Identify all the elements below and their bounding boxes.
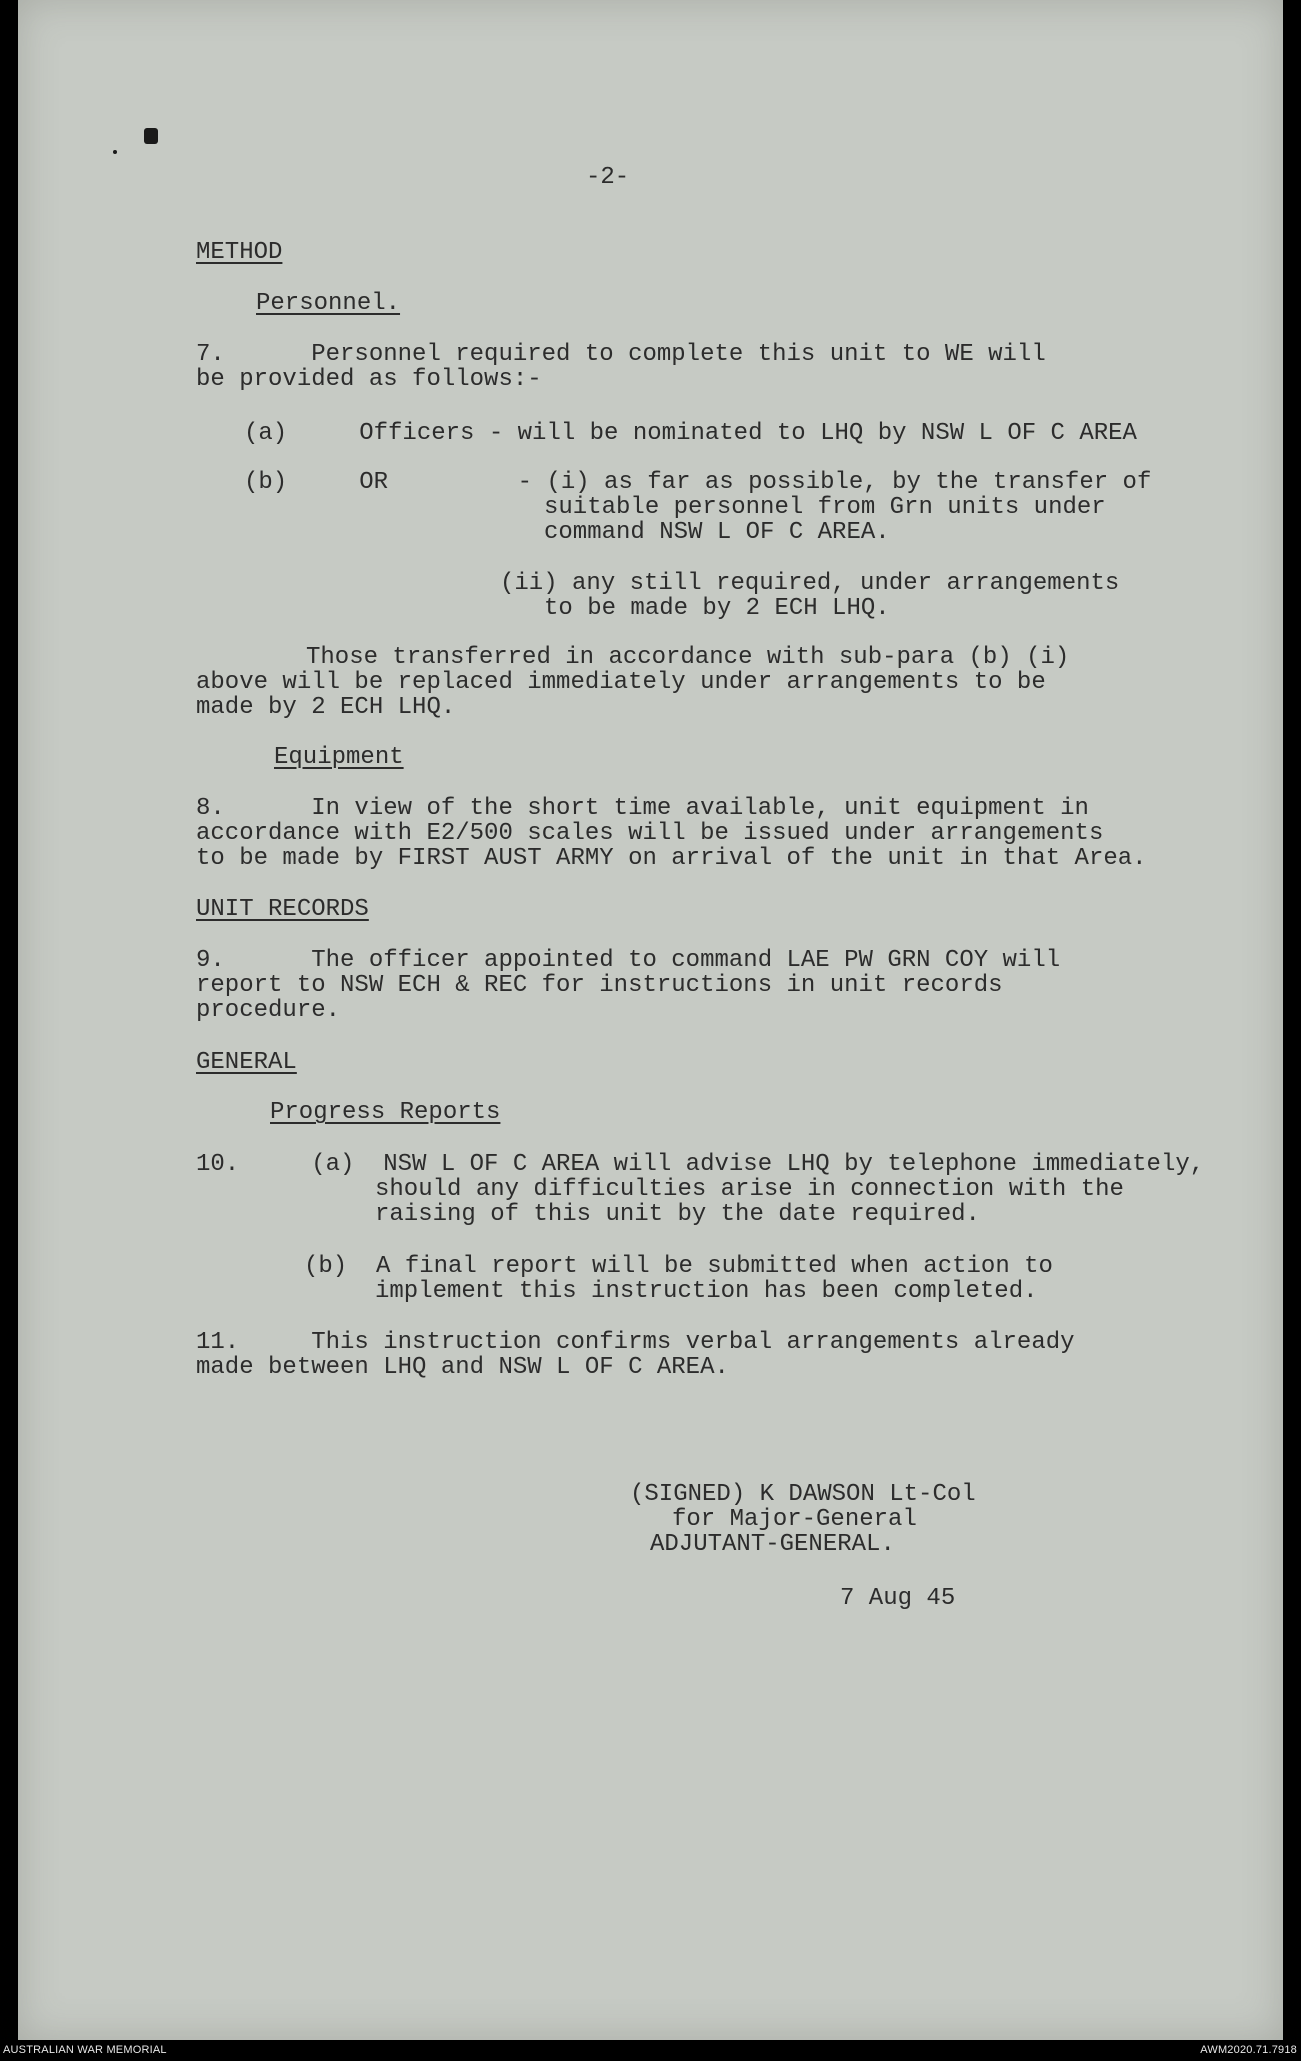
subheading-personnel: Personnel.	[256, 290, 401, 317]
para-9-line-2: report to NSW ECH & REC for instructions in unit records	[196, 972, 1003, 999]
footer-institution: AUSTRALIAN WAR MEMORIAL	[3, 2044, 167, 2056]
para-7b-line-3: command NSW L OF C AREA.	[544, 519, 890, 546]
subheading-progress-reports: Progress Reports	[270, 1099, 501, 1126]
para-7b-line-2: suitable personnel from Grn units under	[544, 494, 1106, 521]
paper-sheet	[18, 0, 1283, 2040]
transfer-para-line-3: made by 2 ECH LHQ.	[196, 694, 456, 721]
para-7a: (a) Officers - will be nominated to LHQ by NSW L OF C AREA	[244, 420, 1137, 447]
para-7b-line-1: (b) OR - (i) as far as possible, by the transfer of	[244, 469, 1152, 496]
section-heading-method: METHOD	[196, 239, 283, 266]
section-heading-general: GENERAL	[196, 1049, 297, 1076]
transfer-para-line-1: Those transferred in accordance with sub-para (b) (i)	[306, 644, 1070, 671]
footer-accession-number: AWM2020.71.7918	[1200, 2044, 1297, 2056]
signature-line-1: (SIGNED) K DAWSON Lt-Col	[630, 1481, 976, 1508]
para-7b-ii-line-2: to be made by 2 ECH LHQ.	[544, 595, 890, 622]
punch-hole-mark	[144, 128, 158, 144]
para-7-line-1: 7. Personnel required to complete this unit to WE will	[196, 341, 1046, 368]
page-number: -2-	[586, 164, 630, 191]
signature-line-2: for Major-General	[672, 1506, 917, 1533]
para-8-line-2: accordance with E2/500 scales will be issued under arrangements	[196, 820, 1104, 847]
para-9-line-1: 9. The officer appointed to command LAE PW GRN COY will	[196, 947, 1061, 974]
para-10a-line-3: raising of this unit by the date required.	[375, 1201, 980, 1228]
para-10b-line-2: implement this instruction has been completed.	[375, 1278, 1038, 1305]
para-7b-ii-line-1: (ii) any still required, under arrangements	[500, 570, 1120, 597]
para-11-line-1: 11. This instruction confirms verbal arrangements already	[196, 1329, 1075, 1356]
para-8-line-1: 8. In view of the short time available, unit equipment in	[196, 795, 1089, 822]
section-heading-unit-records: UNIT RECORDS	[196, 896, 369, 923]
para-11-line-2: made between LHQ and NSW L OF C AREA.	[196, 1354, 729, 1381]
para-7-line-2: be provided as follows:-	[196, 366, 542, 393]
signature-line-3: ADJUTANT-GENERAL.	[650, 1531, 895, 1558]
para-9-line-3: procedure.	[196, 997, 341, 1024]
document-date: 7 Aug 45	[840, 1585, 956, 1612]
punch-hole-mark-small	[113, 150, 117, 154]
para-8-line-3: to be made by FIRST AUST ARMY on arrival of the unit in that Area.	[196, 845, 1147, 872]
para-10b-line-1: (b) A final report will be submitted when action to	[304, 1253, 1053, 1280]
para-10a-line-1: 10. (a) NSW L OF C AREA will advise LHQ by telephone immediately,	[196, 1151, 1205, 1178]
transfer-para-line-2: above will be replaced immediately under arrangements to be	[196, 669, 1046, 696]
para-10a-line-2: should any difficulties arise in connection with the	[375, 1176, 1124, 1203]
subheading-equipment: Equipment	[274, 744, 404, 771]
